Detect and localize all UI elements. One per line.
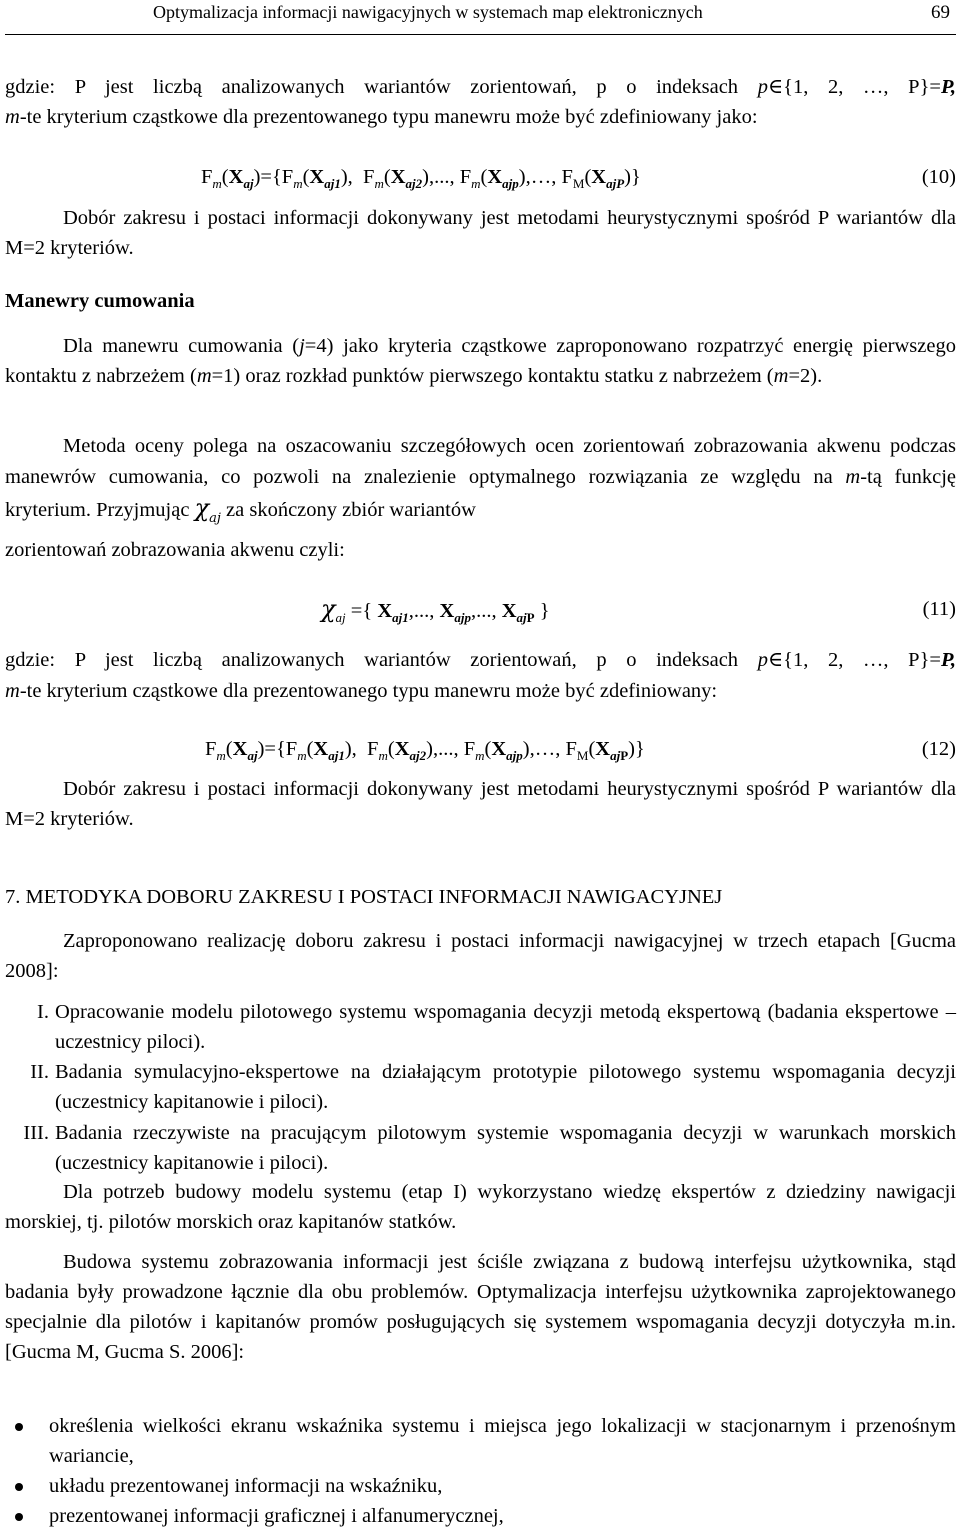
paragraph-experts: Dla potrzeb budowy modelu systemu (etap I) wykorzystano wiedzę ekspertów z dziedziny nawigacji morskiej, tj. pilotów morskich oraz kapitanów statków. <box>5 1181 956 1233</box>
bullet-text: prezentowanej informacji graficznej i alfanumerycznej, <box>49 1505 504 1527</box>
formula-11 <box>5 592 956 626</box>
paper-page <box>5 0 956 1532</box>
formula-11-number: (11) <box>922 598 956 620</box>
section-heading-mooring: Manewry cumowania <box>5 290 195 312</box>
stage-text: Opracowanie modelu pilotowego systemu wspomagania decyzji metodą ekspertową (badania ekspertowe – uczestnicy piloci). <box>55 1001 956 1053</box>
page-number: 69 <box>931 2 950 23</box>
paragraph-heuristic-1: Dobór zakresu i postaci informacji dokonywany jest metodami heurystycznymi spośród P wariantów dla M=2 kryteriów. <box>5 207 956 259</box>
bullet-text: układu prezentowanej informacji na wskaźniku, <box>49 1475 443 1497</box>
paragraph-definition-1-line2: m-te kryterium cząstkowe dla prezentowanego typu manewru może być zdefiniowany jako: <box>5 106 758 128</box>
running-header <box>5 0 956 35</box>
paragraph-heuristic-2: Dobór zakresu i postaci informacji dokonywany jest metodami heurystycznymi spośród P wariantów dla M=2 kryteriów. <box>5 778 956 830</box>
paragraph-stages-intro: Zaproponowano realizację doboru zakresu i postaci informacji nawigacyjnej w trzech etapach [Gucma 2008]: <box>5 930 956 982</box>
bullet-icon <box>15 1483 23 1491</box>
formula-10 <box>5 160 956 194</box>
paragraph-definition-2-line2: m-te kryterium cząstkowe dla prezentowanego typu manewru może być zdefiniowany: <box>5 680 718 702</box>
paragraph-method: Metoda oceny polega na oszacowaniu szczegółowych ocen zorientowań zobrazowania akwenu podczas manewrów cumowania, co pozwoli na znalezienie optymalnego rozwiązania ze względu na m-tą funkcję kryterium. Przyjmując $\chi_{aj}$ za skończony zbiór wariantów <box>5 435 956 526</box>
formula-12-number: (12) <box>921 738 956 760</box>
paragraph-definition-2-line1: gdzie: P jest liczbą analizowanych wariantów zorientowań, p o indeksach p∈{1, 2, …, P}=P, <box>5 649 956 671</box>
formula-12 <box>5 732 956 766</box>
stage-number: II. <box>30 1061 49 1083</box>
paragraph-mooring-criteria: Dla manewru cumowania (j=4) jako kryteria cząstkowe zaproponowano rozpatrzyć energię pierwszego kontaktu z nabrzeżem (m=1) oraz rozkład punktów pierwszego kontaktu statku z nabrzeżem (m=2). <box>5 335 956 387</box>
stage-text: Badania rzeczywiste na pracującym pilotowym systemie wspomagania decyzji w warunkach morskich (uczestnicy kapitanowie i piloci). <box>55 1122 956 1174</box>
stage-number: I. <box>37 1001 49 1023</box>
bullet-icon <box>15 1423 23 1431</box>
paragraph-method-last-line: zorientowań zobrazowania akwenu czyli: <box>5 539 345 561</box>
running-title: Optymalizacja informacji nawigacyjnych w systemach map elektronicznych <box>153 2 703 22</box>
formula-10-expression: $F_m(X_{aj})=\{F_m(X_{aj1})$, $F_m(X_{aj2})$,..., $F_m(X_{ajp}),\dots$, $F_M(X_{ajP})$} <box>201 166 641 192</box>
chi-symbol: $\chi_{aj}$ <box>194 494 221 526</box>
paragraph-interface: Budowa systemu zobrazowania informacji jest ściśle związana z budową interfejsu użytkownika, stąd badania były prowadzone łącznie dla obu problemów. Optymalizacja interfejsu użytkownika zaprojektowanego specjalnie dla pilotów i kapitanów promów posługujących się systemem wspomagania decyzji dotyczyła m.in.[Gucma M, Gucma S. 2006]: <box>5 1251 956 1363</box>
paragraph-definition-1-line1: gdzie: P jest liczbą analizowanych wariantów zorientowań, p o indeksach p∈{1, 2, …, P}=P, <box>5 76 956 98</box>
formula-11-expression: $\chi_{aj}$ ={ $X_{aj1}$,..., $X_{ajp}$,..., $X_{ajP}$ } <box>321 595 550 626</box>
stage-text: Badania symulacyjno-ekspertowe na działającym prototypie pilotowego systemu wspomagania decyzji (uczestnicy kapitanowie i piloci). <box>55 1061 956 1113</box>
bullet-text: określenia wielkości ekranu wskaźnika systemu i miejsca jego lokalizacji w stacjonarnym i przenośnym wariancie, <box>49 1415 956 1467</box>
bullet-icon <box>15 1513 23 1521</box>
formula-10-number: (10) <box>921 166 956 188</box>
section-heading-7: 7. METODYKA DOBORU ZAKRESU I POSTACI INFORMACJI NAWIGACYJNEJ <box>5 886 723 908</box>
formula-12-expression: $F_m(X_{aj})=\{F_m(X_{aj1})$, $F_m(X_{aj2})$,..., $F_m(X_{ajp}),\dots$, $F_M(X_{ajP})$} <box>205 738 645 764</box>
stage-number: III. <box>23 1122 49 1144</box>
